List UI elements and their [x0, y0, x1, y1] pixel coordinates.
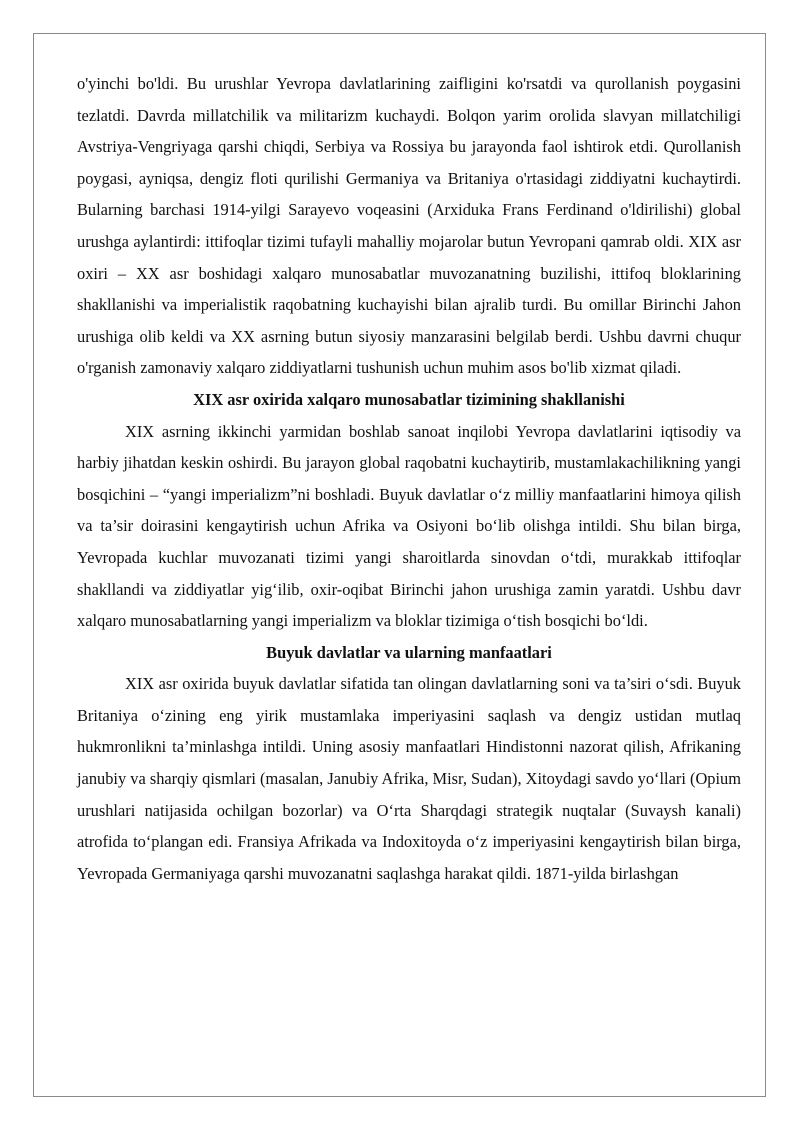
paragraph-great-powers: XIX asr oxirida buyuk davlatlar sifatida tan olingan davlatlarning soni va ta’siri o‘sdi. Buyuk Britaniya o‘zining eng yirik mustamlaka imperiyasini saqlash va dengiz ustidan mutlaq hukmronlikni ta’minlashga intildi. Uning asosiy manfaatlari Hindistonni nazorat qilish, Afrikaning janubiy va sharqiy qismlari (masalan, Janubiy Afrika, Misr, Sudan), Xitoydagi savdo yo‘llari (Opium urushlari natijasida ochilgan bozorlar) va O‘rta Sharqdagi strategik nuqtalar (Suvaysh kanali) atrofida to‘plangan edi. Fransiya Afrikada va Indoxitoyda o‘z imperiyasini kengaytirish bilan birga, Yevropada Germaniyaga qarshi muvozanatni saqlashga harakat qildi. 1871-yilda birlashgan [77, 674, 741, 883]
document-body [77, 68, 741, 889]
paragraph-continuation: o'yinchi bo'ldi. Bu urushlar Yevropa davlatlarining zaifligini ko'rsatdi va qurollanish poygasini tezlatdi. Davrda millatchilik va militarizm kuchaydi. Bolqon yarim orolida slavyan millatchiligi Avstriya-Vengriyaga qarshi chiqdi, Serbiya va Rossiya bu jarayonda faol ishtirok etdi. Qurollanish poygasi, ayniqsa, dengiz floti qurilishi Germaniya va Britaniya o'rtasidagi ziddiyatni kuchaytirdi. Bularning barchasi 1914-yilgi Sarayevo voqeasini (Arxiduka Frans Ferdinand o'ldirilishi) global urushga aylantirdi: ittifoqlar tizimi tufayli mahalliy mojarolar butun Yevropani qamrab oldi. XIX asr oxiri – XX asr boshidagi xalqaro munosabatlar muvozanatning buzilishi, ittifoq bloklarining shakllanishi va imperialistik raqobatning kuchayishi bilan ajralib turdi. Bu omillar Birinchi Jahon urushiga olib keldi va XX asrning butun siyosiy manzarasini belgilab berdi. Ushbu davrni chuqur o'rganish zamonaviy xalqaro ziddiyatlarni tushunish uchun muhim asos bo'lib xizmat qiladi. [77, 74, 741, 378]
paragraph-new-imperialism: XIX asrning ikkinchi yarmidan boshlab sanoat inqilobi Yevropa davlatlarini iqtisodiy va harbiy jihatdan keskin oshirdi. Bu jarayon global raqobatni kuchaytirib, mustamlakachilikning yangi bosqichini – “yangi imperializm”ni boshladi. Buyuk davlatlar o‘z milliy manfaatlarini himoya qilish va ta’sir doirasini kengaytirish uchun Afrika va Osiyoni bo‘lib olishga intildi. Shu bilan birga, Yevropada kuchlar muvozanati tizimi yangi sharoitlarda sinovdan o‘tdi, murakkab ittifoqlar shakllandi va ziddiyatlar yig‘ilib, oxir-oqibat Birinchi jahon urushiga zamin yaratdi. Ushbu davr xalqaro munosabatlarning yangi imperializm va bloklar tizimiga o‘tish bosqichi bo‘ldi. [77, 421, 741, 631]
section-heading: XIX asr oxirida xalqaro munosabatlar tizimining shakllanishi [193, 389, 625, 409]
section-heading: Buyuk davlatlar va ularning manfaatlari [266, 642, 552, 662]
